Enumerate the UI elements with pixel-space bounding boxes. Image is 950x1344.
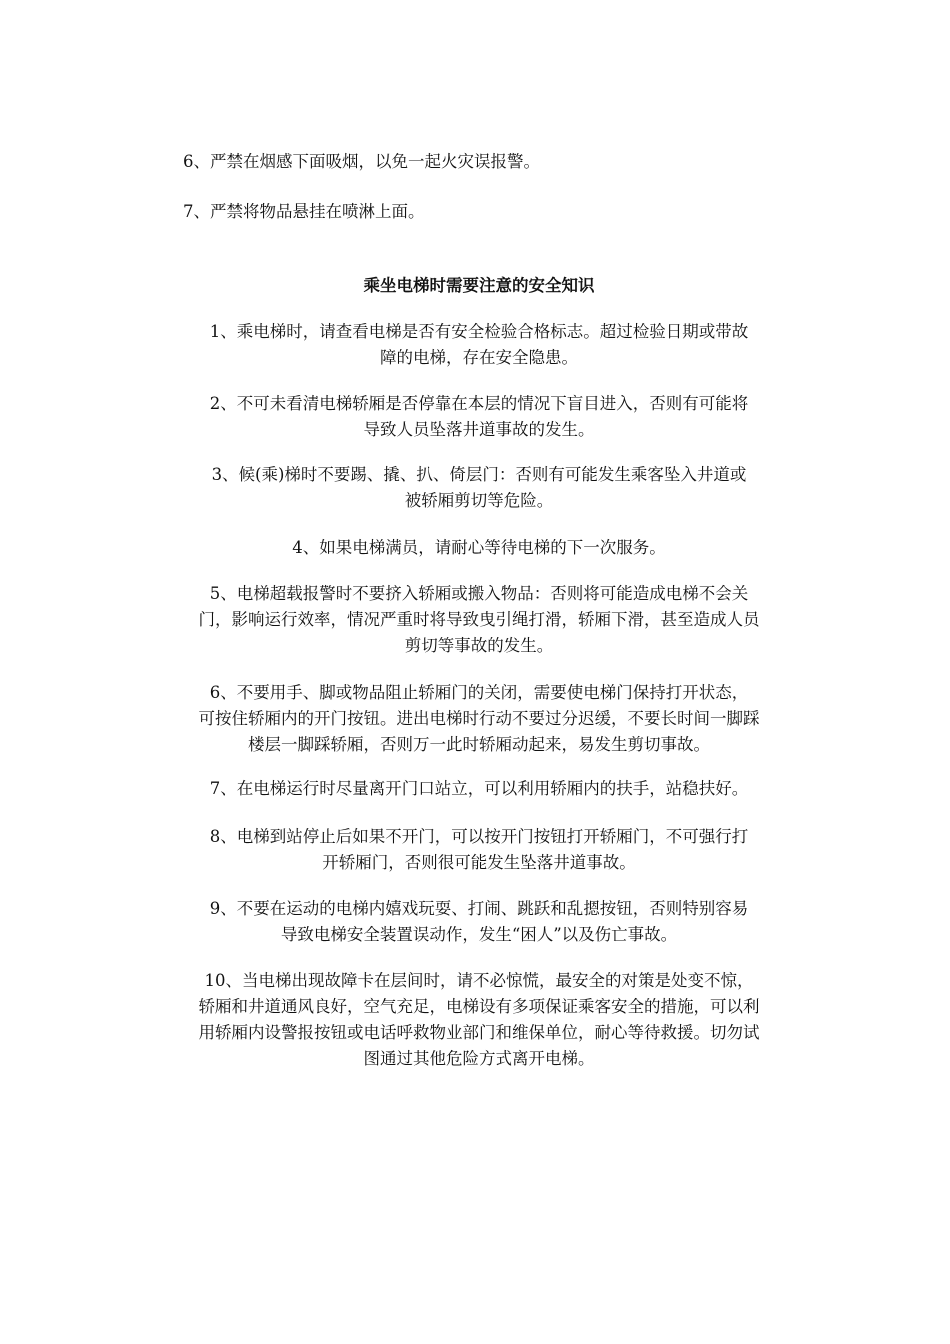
item-line: 可按住轿厢内的开门按钮。进出电梯时行动不要过分迟缓，不要长时间一脚踩 <box>198 709 760 728</box>
pre-item-text: 6、严禁在烟感下面吸烟，以免一起火灾误报警。 <box>183 152 540 171</box>
item-line: 1、乘电梯时，请查看电梯是否有安全检验合格标志。超过检验日期或带故 <box>209 322 749 341</box>
item-line: 用轿厢内设警报按钮或电话呼救物业部门和维保单位，耐心等待救援。切勿试 <box>198 1023 760 1042</box>
list-item-6 <box>148 680 810 758</box>
item-line: 3、候(乘)梯时不要踢、撬、扒、倚层门：否则有可能发生乘客坠入井道或 <box>211 465 747 484</box>
list-item-2 <box>148 391 810 443</box>
item-line: 轿厢和井道通风良好，空气充足，电梯设有多项保证乘客安全的措施，可以利 <box>198 997 760 1016</box>
item-line: 9、不要在运动的电梯内嬉戏玩耍、打闹、跳跃和乱摁按钮，否则特别容易 <box>209 899 749 918</box>
item-line: 门，影响运行效率，情况严重时将导致曳引绳打滑，轿厢下滑，甚至造成人员 <box>198 610 760 629</box>
item-line: 剪切等事故的发生。 <box>404 636 554 655</box>
item-line: 8、电梯到站停止后如果不开门，可以按开门按钮打开轿厢门，不可强行打 <box>209 827 749 846</box>
item-line: 障的电梯，存在安全隐患。 <box>380 348 578 367</box>
list-item-8 <box>148 824 810 876</box>
item-line: 7、在电梯运行时尽量离开门口站立，可以利用轿厢内的扶手，站稳扶好。 <box>209 779 749 798</box>
item-line: 导致人员坠落井道事故的发生。 <box>363 420 595 439</box>
list-item-7 <box>148 776 810 802</box>
item-line: 图通过其他危险方式离开电梯。 <box>363 1049 595 1068</box>
section-title: 乘坐电梯时需要注意的安全知识 <box>363 276 595 295</box>
pre-item-text: 7、严禁将物品悬挂在喷淋上面。 <box>183 202 425 221</box>
item-line: 5、电梯超载报警时不要挤入轿厢或搬入物品：否则将可能造成电梯不会关 <box>209 584 749 603</box>
item-line: 开轿厢门，否则很可能发生坠落井道事故。 <box>322 853 636 872</box>
item-line: 4、如果电梯满员，请耐心等待电梯的下一次服务。 <box>292 538 666 557</box>
item-line: 楼层一脚踩轿厢，否则万一此时轿厢动起来，易发生剪切事故。 <box>248 735 710 754</box>
pre-item-7 <box>148 199 810 225</box>
pre-item-6 <box>148 149 810 175</box>
list-item-9 <box>148 896 810 948</box>
list-item-5 <box>148 581 810 659</box>
list-item-10 <box>148 968 810 1072</box>
item-line: 被轿厢剪切等危险。 <box>404 491 554 510</box>
list-item-4 <box>148 535 810 561</box>
list-item-3 <box>148 462 810 514</box>
list-item-1 <box>148 319 810 371</box>
item-line: 导致电梯安全装置误动作，发生“困人”以及伤亡事故。 <box>280 925 678 944</box>
item-line: 2、不可未看清电梯轿厢是否停靠在本层的情况下盲目进入，否则有可能将 <box>209 394 749 413</box>
item-line: 10、当电梯出现故障卡在层间时，请不必惊慌，最安全的对策是处变不惊， <box>204 971 754 990</box>
item-line: 6、不要用手、脚或物品阻止轿厢门的关闭，需要使电梯门保持打开状态， <box>209 683 749 702</box>
